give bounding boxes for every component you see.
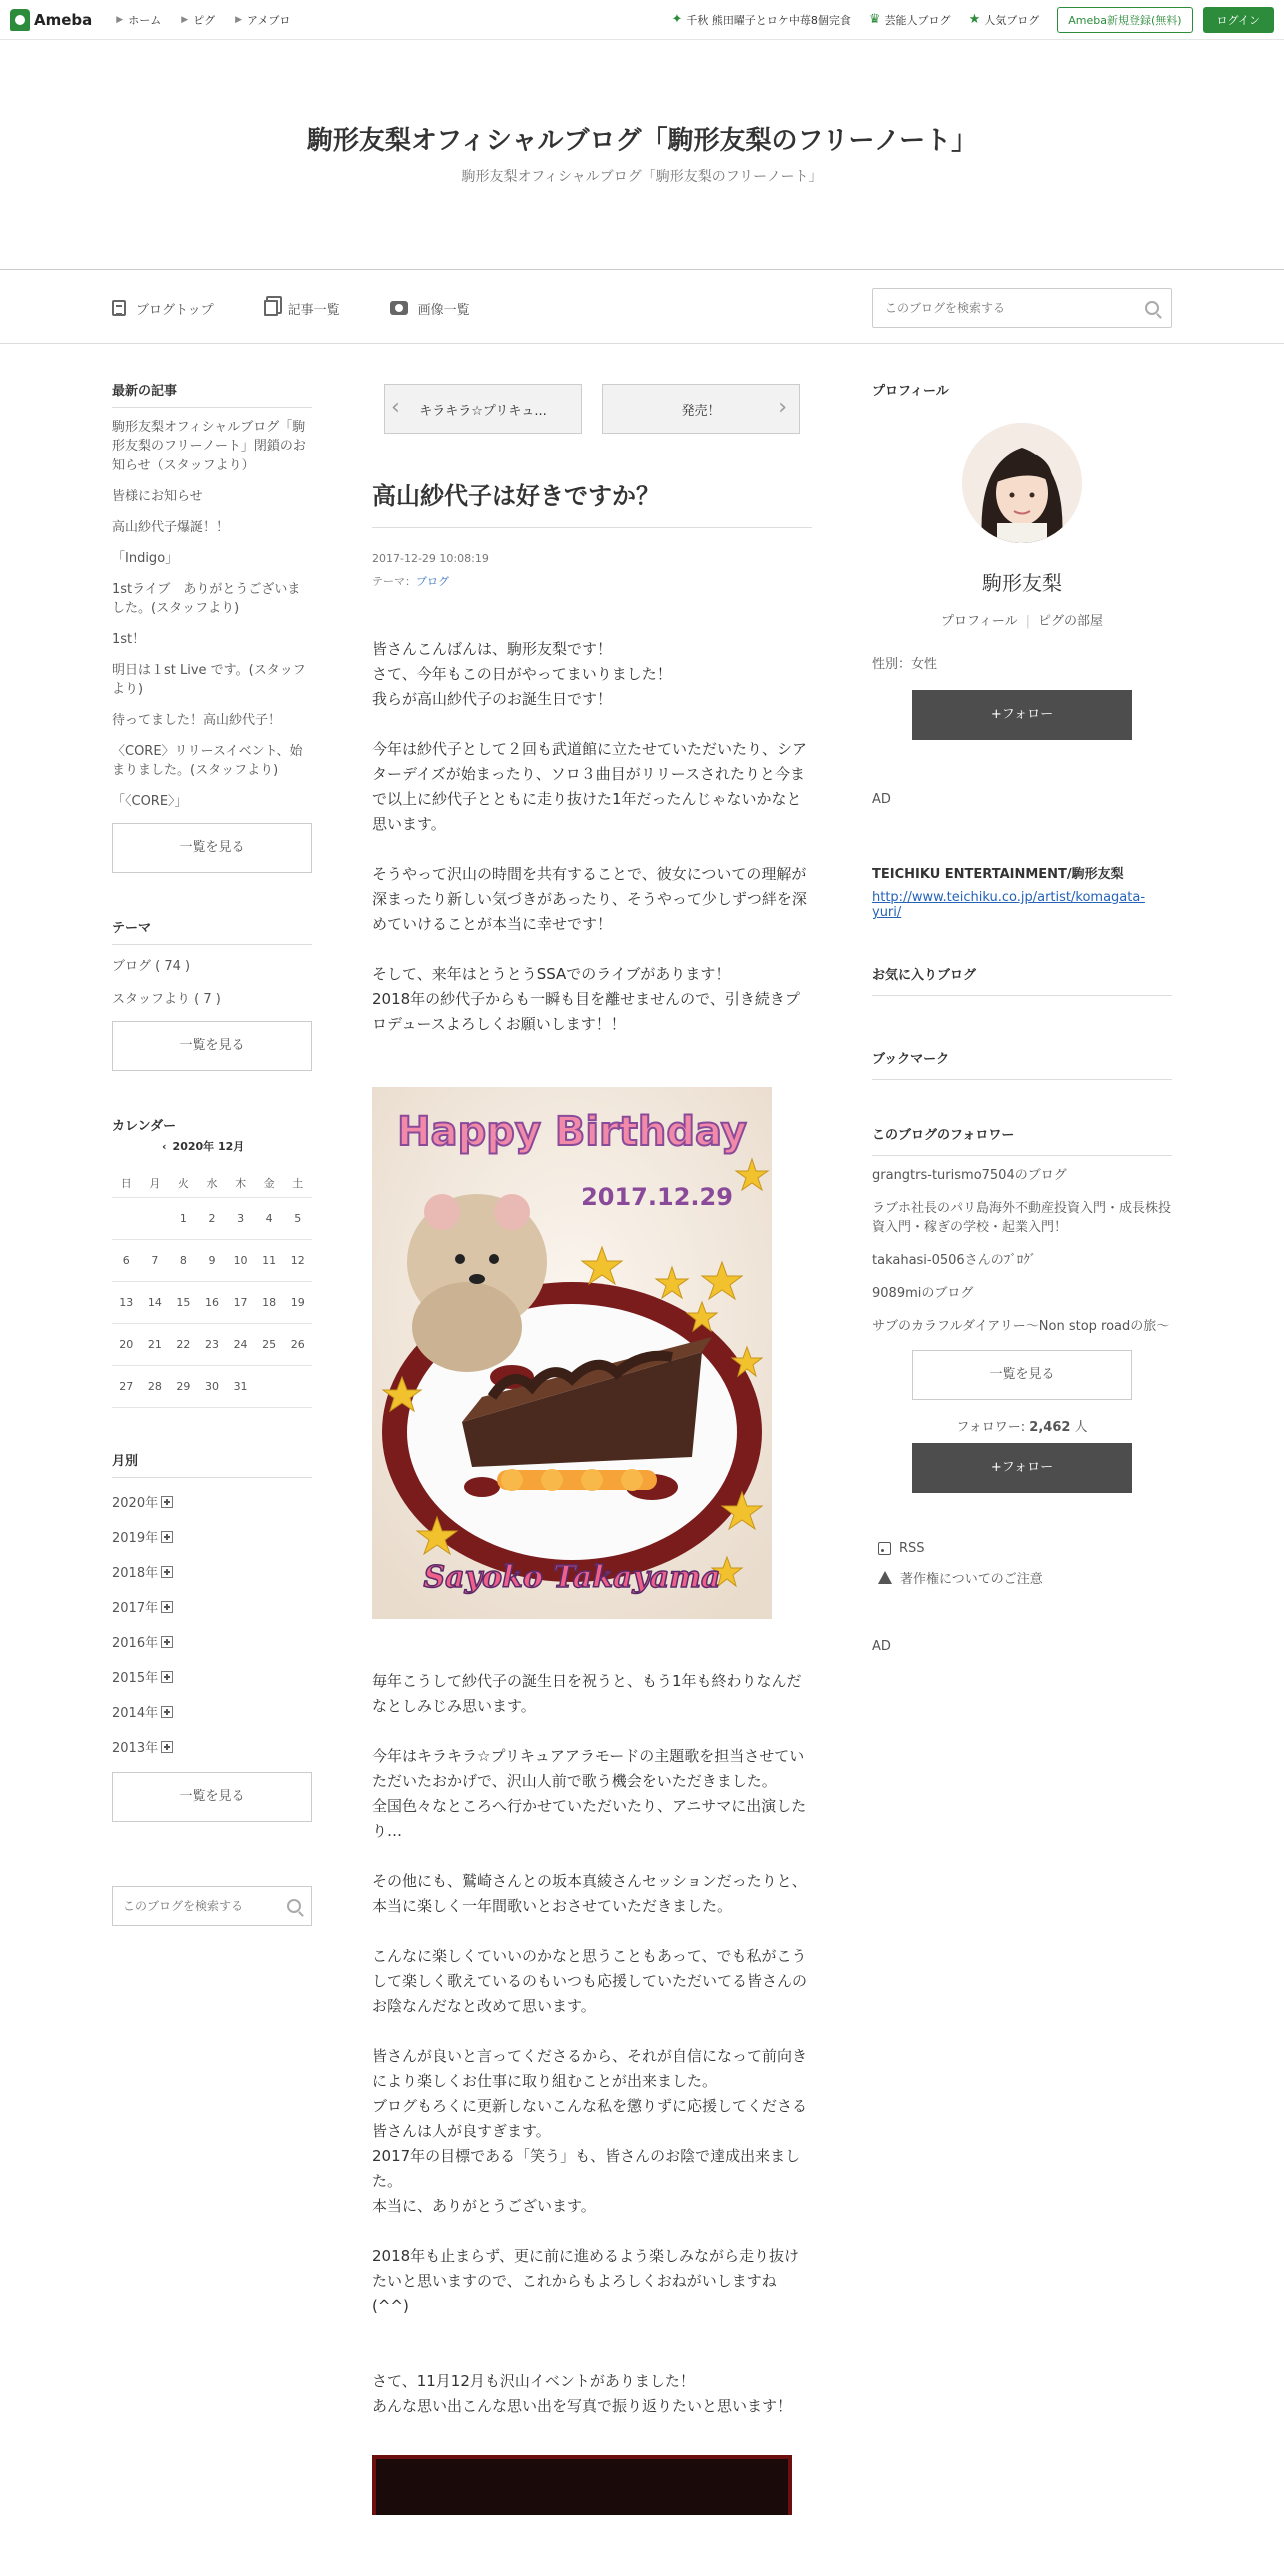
calendar-day: 3 — [226, 1198, 255, 1240]
entry-paragraph: 2018年も止まらず、更に前に進めるよう楽しみながら走り抜けたいと思いますので、これからもよろしくおねがいしますね(^^) — [372, 2247, 799, 2315]
top-nav — [106, 12, 300, 28]
topnav-ameblo[interactable]: ▶ アメブロ — [235, 13, 291, 27]
archive-year[interactable]: 2014年 — [112, 1702, 312, 1721]
calendar-day: 23 — [198, 1324, 227, 1366]
follower-count: フォロワー: 2,462 人 — [956, 1420, 1088, 1435]
calendar-day: 9 — [198, 1240, 227, 1282]
camera-icon — [390, 301, 408, 315]
follow-button[interactable]: +フォロー — [912, 690, 1132, 740]
entry-paragraph: 毎年こうして紗代子の誕生日を祝うと、もう1年も終わりなんだなとしみじみ思います。 — [372, 1672, 802, 1715]
calendar-day: 30 — [198, 1366, 227, 1408]
calendar-day: 21 — [141, 1324, 170, 1366]
calendar-grid — [112, 1168, 312, 1408]
calendar-day: 26 — [283, 1324, 312, 1366]
calendar-day: 20 — [112, 1324, 141, 1366]
recent-item[interactable]: 明日は１st Live です。(スタッフより) — [112, 663, 306, 697]
sparkle-icon: ✦ — [671, 12, 683, 27]
calendar-day — [141, 1198, 170, 1240]
recent-item[interactable]: 高山紗代子爆誕！！ — [112, 520, 230, 535]
monthly-list — [112, 1492, 312, 1756]
calendar-day: 18 — [255, 1282, 284, 1324]
entry-paragraph: 今年は紗代子として２回も武道館に立たせていただいたり、シアターデイズが始まったり、ソロ３曲目がリリースされたりと今まで以上に紗代子とともに走り抜けた1年だったんじゃないかなと思います。 — [372, 740, 808, 833]
blog-search-left — [112, 1886, 312, 1926]
recent-item[interactable]: 〈CORE〉リリースイベント、始まりました。(スタッフより) — [112, 744, 303, 778]
theme-item[interactable]: ブログ ( 74 ) — [112, 959, 191, 974]
calendar-day: 5 — [283, 1198, 312, 1240]
copyright-link[interactable]: 著作権についてのご注意 — [878, 1568, 1172, 1587]
follower-list — [872, 1166, 1172, 1336]
prev-entry-button[interactable]: ‹ キラキラ☆プリキュ... — [384, 384, 582, 434]
calendar-day: 4 — [255, 1198, 284, 1240]
expand-plus-icon[interactable] — [161, 1601, 173, 1613]
recent-list — [112, 418, 312, 811]
top-right — [672, 7, 1275, 33]
pigg-room-link[interactable]: ピグの部屋 — [1038, 614, 1104, 629]
login-button[interactable]: ログイン — [1203, 7, 1274, 33]
crown-icon: ♛ — [868, 12, 881, 27]
calendar-day: 10 — [226, 1240, 255, 1282]
theme-title: テーマ — [112, 917, 312, 945]
bookmark-title: ブックマーク — [872, 1048, 1172, 1080]
avatar-image — [962, 423, 1082, 543]
calendar — [112, 1115, 312, 1408]
calendar-weekday: 日 — [112, 1168, 141, 1198]
topnav-home[interactable]: ▶ ホーム — [116, 13, 162, 27]
calendar-weekday: 木 — [226, 1168, 255, 1198]
expand-plus-icon[interactable] — [161, 1741, 173, 1753]
archive-year[interactable]: 2017年 — [112, 1597, 312, 1616]
photo-text-date: 2017.12.29 — [581, 1183, 733, 1211]
profile-links — [872, 610, 1172, 629]
ameba-logo[interactable]: Ameba — [10, 9, 92, 31]
entry-title: 高山紗代子は好きですか？ — [372, 476, 812, 528]
calendar-day: 29 — [169, 1366, 198, 1408]
ad-label-2: AD — [872, 1639, 891, 1654]
monthly-title: 月別 — [112, 1450, 312, 1478]
calendar-title: カレンダー — [112, 1119, 177, 1134]
celebrity-blog-link[interactable]: ♛ 芸能人ブログ — [868, 12, 951, 27]
monthly-more-button[interactable]: 一覧を見る — [112, 1772, 312, 1822]
profile-link[interactable]: プロフィール — [940, 614, 1018, 629]
archive-year[interactable]: 2020年 — [112, 1492, 312, 1511]
nav-image-list[interactable]: 画像一覧 — [390, 299, 470, 318]
event-photo[interactable] — [372, 2455, 792, 2515]
profile-gender: 性別：女性 — [872, 657, 938, 672]
entry-paragraph: さて、11月12月も沢山イベントがありました！ あんな思い出こんな思い出を写真で振り返りたいと思います！ — [372, 2372, 793, 2415]
chevron-left-icon: ‹ — [391, 395, 400, 420]
calendar-day: 15 — [169, 1282, 198, 1324]
calendar-day: 13 — [112, 1282, 141, 1324]
calendar-day: 7 — [141, 1240, 170, 1282]
recent-item[interactable]: 1stライブ ありがとうございました。(スタッフより) — [112, 582, 301, 616]
entry-paragraph: そして、来年はとうとうSSAでのライブがあります！ 2018年の紗代子からも一瞬も目を離せませんので、引き続きプロデュースよろしくお願いします！！ — [372, 965, 800, 1033]
nav-blog-top[interactable]: ブログトップ — [112, 299, 214, 318]
calendar-weekday: 火 — [169, 1168, 198, 1198]
calendar-day: 1 — [169, 1198, 198, 1240]
chevron-right-icon: › — [778, 395, 787, 420]
calendar-day: 11 — [255, 1240, 284, 1282]
blog-nav — [0, 272, 1284, 344]
calendar-day: 14 — [141, 1282, 170, 1324]
recent-more-button[interactable]: 一覧を見る — [112, 823, 312, 873]
follower-item[interactable]: ラブホ社長のパリ島海外不動産投資入門・成長株投資入門・稼ぎの学校・起業入門！ — [872, 1201, 1172, 1235]
blog-title[interactable]: 駒形友梨オフィシャルブログ「駒形友梨のフリーノート」 — [306, 126, 978, 156]
calendar-day: 19 — [283, 1282, 312, 1324]
theme-item[interactable]: スタッフより ( 7 ) — [112, 992, 221, 1007]
calendar-day: 6 — [112, 1240, 141, 1282]
left-sidebar — [112, 380, 312, 1926]
topic-link[interactable]: ✦ 千秋 熊田曜子とロケ中苺8個完食 — [671, 12, 851, 27]
expand-plus-icon[interactable] — [161, 1671, 173, 1683]
profile-title: プロフィール — [872, 384, 949, 399]
document-icon — [112, 300, 126, 316]
rss-link[interactable]: RSS — [878, 1541, 1172, 1556]
recent-item[interactable]: 皆様にお知らせ — [112, 489, 203, 504]
star-icon: ★ — [968, 12, 981, 27]
follower-item[interactable]: サブのカラフルダイアリー～Non stop roadの旅～ — [872, 1319, 1170, 1334]
recent-item[interactable]: 1st！ — [112, 632, 146, 647]
entry-paragraph: こんなに楽しくていいのかなと思うこともあって、でも私がこうして楽しく歌えているのもいつも応援していただいてる皆さんのお陰なんだなと改めて思います。 — [372, 1947, 808, 2015]
blog-header — [0, 40, 1284, 270]
archive-year[interactable]: 2015年 — [112, 1667, 312, 1686]
entry-paragraph: その他にも、鷲崎さんとの坂本真綾さんセッションだったりと、本当に楽しく一年間歌いとおさせていただきました。 — [372, 1872, 807, 1915]
blog-subtitle: 駒形友梨オフィシャルブログ「駒形友梨のフリーノート」 — [461, 169, 823, 185]
recent-item[interactable]: 駒形友梨オフィシャルブログ「駒形友梨のフリーノート」閉鎖のお知らせ（スタッフより） — [112, 420, 306, 473]
calendar-day: 22 — [169, 1324, 198, 1366]
photo-text-name: Sayoko Takayama — [423, 1560, 721, 1595]
expand-plus-icon[interactable] — [161, 1636, 173, 1648]
blog-search-input-left[interactable] — [123, 1899, 287, 1913]
ameba-logo-icon — [10, 9, 30, 31]
calendar-day: 27 — [112, 1366, 141, 1408]
calendar-day: 25 — [255, 1324, 284, 1366]
copy-icon — [264, 300, 278, 316]
calendar-day: 17 — [226, 1282, 255, 1324]
chevron-left-icon[interactable]: ‹ — [162, 1139, 167, 1153]
archive-year[interactable]: 2016年 — [112, 1632, 312, 1651]
follow-button-2[interactable]: +フォロー — [912, 1443, 1132, 1493]
next-entry-button[interactable]: 発売！ › — [602, 384, 800, 434]
followers-title: このブログのフォロワー — [872, 1124, 1172, 1156]
entry-main — [372, 384, 812, 2515]
right-sidebar — [872, 380, 1172, 1654]
birthday-photo[interactable] — [372, 1087, 772, 1619]
calendar-day: 28 — [141, 1366, 170, 1408]
entry-paragraph: 今年はキラキラ☆プリキュアアラモードの主題歌を担当させていただいたおかげで、沢山人前で歌う機会をいただきました。 全国色々なところへ行かせていただいたり、アニサマに出演したり… — [372, 1747, 807, 1840]
archive-year[interactable]: 2019年 — [112, 1527, 312, 1546]
entry-body — [372, 637, 812, 2515]
recent-title: 最新の記事 — [112, 380, 312, 408]
follower-item[interactable]: grangtrs-turismo7504のブログ — [872, 1168, 1067, 1183]
entry-date: 2017-12-29 10:08:19 — [372, 552, 489, 565]
blog-search-top — [872, 288, 1172, 328]
teichiku-link[interactable]: http://www.teichiku.co.jp/artist/komagata-yuri/ — [872, 890, 1146, 920]
follower-item[interactable]: takahasi-0506さんのﾌﾞﾛｸﾞ — [872, 1253, 1037, 1268]
entry-theme-link[interactable]: ブログ — [416, 575, 449, 588]
search-icon[interactable] — [287, 1899, 301, 1913]
chevron-right-icon: ▶ — [181, 14, 189, 25]
expand-plus-icon[interactable] — [161, 1531, 173, 1543]
theme-more-button[interactable]: 一覧を見る — [112, 1021, 312, 1071]
avatar[interactable] — [962, 423, 1082, 543]
teichiku-title: TEICHIKU ENTERTAINMENT/駒形友梨 — [872, 867, 1124, 882]
recent-item[interactable]: 「〈CORE〉」 — [112, 794, 188, 809]
nav-entry-list[interactable]: 記事一覧 — [264, 299, 340, 318]
calendar-day: 8 — [169, 1240, 198, 1282]
rss-icon — [878, 1542, 891, 1555]
profile-name: 駒形友梨 — [982, 571, 1062, 595]
photo-text-birthday: Happy Birthday — [397, 1109, 747, 1155]
favorite-blogs-title: お気に入りブログ — [872, 964, 1172, 996]
topnav-pigg[interactable]: ▶ ピグ — [181, 13, 216, 27]
warning-icon — [878, 1571, 892, 1584]
calendar-weekday: 金 — [255, 1168, 284, 1198]
calendar-day: 16 — [198, 1282, 227, 1324]
archive-year[interactable]: 2013年 — [112, 1737, 312, 1756]
archive-year[interactable]: 2018年 — [112, 1562, 312, 1581]
birthday-photo-svg — [372, 1087, 772, 1619]
calendar-month: ‹ 2020年 12月 — [162, 1139, 245, 1153]
top-bar — [0, 0, 1284, 40]
calendar-weekday: 月 — [141, 1168, 170, 1198]
popular-blog-link[interactable]: ★ 人気ブログ — [968, 12, 1040, 27]
chevron-right-icon: ▶ — [116, 14, 124, 25]
recent-item[interactable]: 待ってました！高山紗代子！ — [112, 713, 282, 728]
chevron-right-icon: ▶ — [235, 14, 243, 25]
blog-search-input[interactable] — [885, 301, 1145, 315]
entry-paragraph: 皆さんが良いと言ってくださるから、それが自信になって前向きにより楽しくお仕事に取り組むことが出来ました。 ブログもろくに更新しないこんな私を懲りずに応援してくださる皆さんは人が良すぎます。 2017年の目標である「笑う」も、皆さんのお陰で達成出来ました。 本当に、ありがとうございます。 — [372, 2047, 808, 2215]
entry-theme: テーマ：ブログ — [372, 575, 449, 588]
calendar-day: 12 — [283, 1240, 312, 1282]
calendar-day: 2 — [198, 1198, 227, 1240]
calendar-weekday: 土 — [283, 1168, 312, 1198]
ad-label: AD — [872, 792, 891, 807]
recent-item[interactable]: 「Indigo」 — [112, 551, 179, 566]
calendar-day: 24 — [226, 1324, 255, 1366]
register-button[interactable]: Ameba新規登録(無料) — [1057, 7, 1192, 33]
calendar-day — [255, 1366, 284, 1408]
calendar-day — [112, 1198, 141, 1240]
expand-plus-icon[interactable] — [161, 1706, 173, 1718]
entry-pager — [384, 384, 800, 434]
calendar-day — [283, 1366, 312, 1408]
calendar-weekday: 水 — [198, 1168, 227, 1198]
separator: | — [1025, 614, 1031, 629]
theme-list — [112, 955, 312, 1007]
calendar-day: 31 — [226, 1366, 255, 1408]
expand-plus-icon[interactable] — [161, 1496, 173, 1508]
search-icon[interactable] — [1145, 301, 1159, 315]
followers-more-button[interactable]: 一覧を見る — [912, 1350, 1132, 1400]
expand-plus-icon[interactable] — [161, 1566, 173, 1578]
entry-paragraph: そうやって沢山の時間を共有することで、彼女についての理解が深まったり新しい気づきがあったり、そうやって少しずつ絆を深めていけることが本当に幸せです！ — [372, 865, 807, 933]
follower-item[interactable]: 9089miのブログ — [872, 1286, 974, 1301]
entry-paragraph: 皆さんこんばんは、駒形友梨です！ さて、今年もこの日がやってまいりました！ 我らが高山紗代子のお誕生日です！ — [372, 640, 672, 708]
